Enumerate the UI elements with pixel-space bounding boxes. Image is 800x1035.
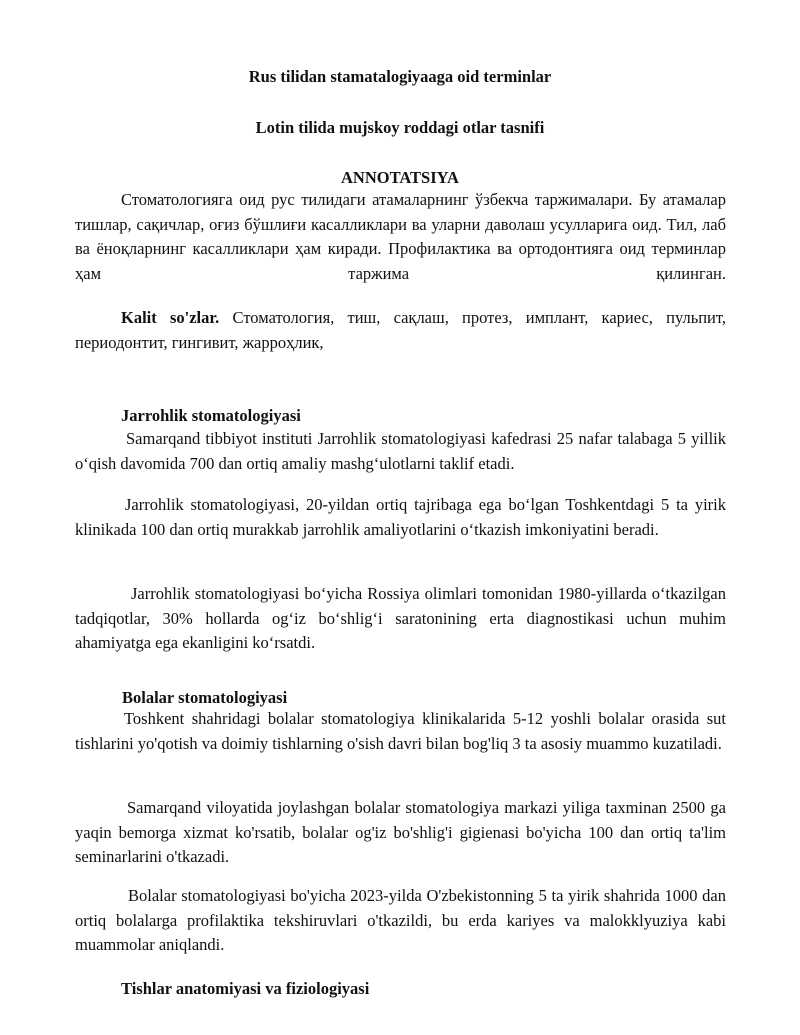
section-heading-surgical: Jarrohlik stomatologiyasi	[121, 406, 301, 425]
section-paragraph: Bolalar stomatologiyasi bo'yicha 2023-yilda O'zbekistonning 5 ta yirik shahrida 1000 dan ortiq bolalarga profilaktika tekshiruvlari o'tkazildi, bu erda kariyes va malokklyuziya kabi muammolar aniqlandi.	[75, 886, 726, 954]
section-paragraph: Toshkent shahridagi bolalar stomatologiya klinikalarida 5-12 yoshli bolalar orasida sut tishlarini yo'qotish va doimiy tishlarning o'sish davri bilan bog'liq 3 ta asosiy muammo kuzatiladi.	[75, 709, 726, 753]
document-title: Rus tilidan stamatalogiyaaga oid terminlar	[248, 67, 552, 86]
document-subtitle: Lotin tilida mujskoy roddagi otlar tasnifi	[255, 118, 545, 137]
section-paragraph: Jarrohlik stomatologiyasi bo‘yicha Rossiya olimlari tomonidan 1980-yillarda o‘tkazilgan tadqiqotlar, 30% hollarda og‘iz bo‘shlig‘i saratonining erta diagnostikasi uchun muhim ahamiyatga ega ekanligini ko‘rsatdi.	[75, 584, 726, 652]
keywords-label: Kalit so'zlar.	[121, 308, 220, 327]
section-paragraph: Jarrohlik stomatologiyasi, 20-yildan ortiq tajribaga ega bo‘lgan Toshkentdagi 5 ta yirik klinikada 100 dan ortiq murakkab jarrohlik amaliyotlarini o‘tkazish imkoniyatini beradi.	[75, 495, 726, 539]
section-heading-pediatric: Bolalar stomatologiyasi	[122, 688, 288, 707]
annotation-paragraph: Стоматологияга оид рус тилидаги атамаларнинг ўзбекча таржималари. Бу атамалар тишлар, сақичлар, оғиз бўшлиғи касалликлари ва уларни даволаш усулларига оид. Тил, лаб ва ёноқларнинг касалликлари ҳам киради. Профилактика ва ортодонтияга оид терминлар ҳам таржима қилинган.	[75, 190, 726, 283]
section-heading-anatomy: Tishlar anatomiyasi va fiziologiyasi	[121, 979, 370, 998]
annotation-heading: ANNOTATSIYA	[341, 168, 459, 187]
section-paragraph: Samarqand viloyatida joylashgan bolalar stomatologiya markazi yiliga taxminan 2500 ga yaqin bemorga xizmat ko'rsatib, bolalar og'iz bo'shlig'i gigienasi bo'yicha 100 dan ortiq ta'lim seminarlarini o'tkazadi.	[75, 798, 726, 866]
section-paragraph: Samarqand tibbiyot instituti Jarrohlik stomatologiyasi kafedrasi 25 nafar talabaga 5 yillik o‘qish davomida 700 dan ortiq amaliy mashg‘ulotlarni taklif etadi.	[75, 429, 726, 473]
keywords-paragraph	[75, 306, 726, 355]
keywords-text: Стоматология, тиш, сақлаш, протез, имплант, кариес, пульпит, периодонтит, гингивит, жарроҳлик,	[75, 308, 726, 352]
